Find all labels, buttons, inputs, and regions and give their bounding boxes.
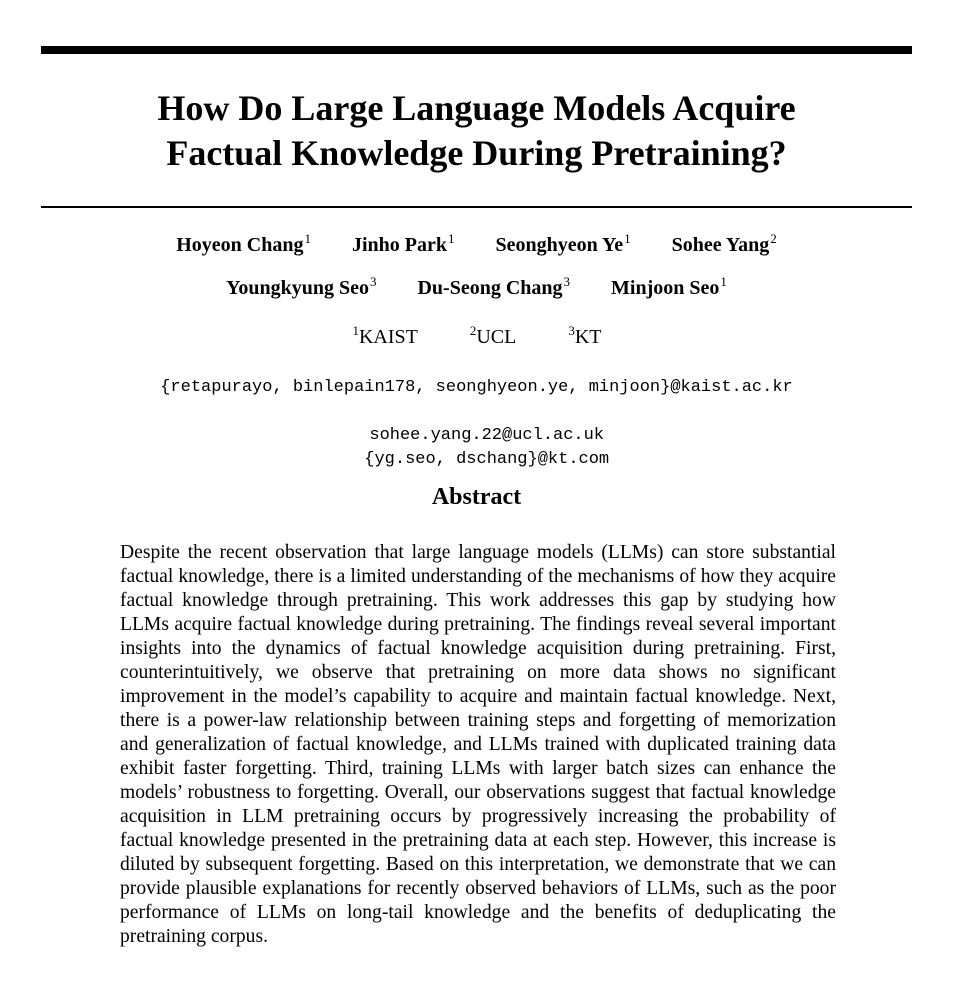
affiliation-name: KAIST xyxy=(358,326,418,348)
author-name: Youngkyung Seo xyxy=(226,277,369,299)
email-line-2 xyxy=(41,400,912,472)
author-row-2 xyxy=(41,275,912,303)
email-kt: {yg.seo, dschang}@kt.com xyxy=(364,450,610,469)
affiliation-ucl xyxy=(469,324,517,352)
email-line-1: {retapurayo, binlepain178, seonghyeon.ye, minjoon}@kaist.ac.kr xyxy=(160,378,793,397)
author-du-seong-chang xyxy=(417,275,570,303)
affiliation-kt xyxy=(567,324,601,352)
author-jinho-park xyxy=(352,232,455,260)
author-name: Sohee Yang xyxy=(671,234,770,256)
affiliations xyxy=(41,324,912,352)
abstract-body: Despite the recent observation that large language models (LLMs) can store substantial factual knowledge, there is a limited understanding of the mechanisms of how they acquire factual knowledge through pretraining. This work addresses this gap by studying how LLMs acquire factual knowledge during pretraining. The findings reveal several important insights into the dynamics of factual knowledge acquisition during pretraining. First, counterintuitively, we observe that pretraining on more data shows no significant improvement in the model’s capability to acquire and maintain factual knowledge. Next, there is a power-law relationship between training steps and forgetting of memorization and generalization of factual knowledge, and LLMs trained with duplicated training data exhibit faster forgetting. Third, training LLMs with larger batch sizes can enhance the models’ robustness to forgetting. Overall, our observations suggest that factual knowledge acquisition in LLM pretraining occurs by progressively increasing the probability of factual knowledge presented in the pretraining data at each step. However, this increase is diluted by subsequent forgetting. Based on this interpretation, we demonstrate that we can provide plausible explanations for recently observed behaviors of LLMs, such as the poor performance of LLMs on long-tail knowledge and the benefits of deduplicating the pretraining corpus. xyxy=(120,542,836,947)
affiliation-mark: 1 xyxy=(352,323,359,338)
paper-title xyxy=(41,86,912,176)
author-affil-mark: 1 xyxy=(624,231,631,246)
author-affil-mark: 2 xyxy=(770,231,777,246)
author-affil-mark: 1 xyxy=(448,231,455,246)
author-affil-mark: 3 xyxy=(563,274,571,289)
author-name: Minjoon Seo xyxy=(611,277,720,299)
title-line-2: Factual Knowledge During Pretraining? xyxy=(166,133,787,173)
affiliation-name: UCL xyxy=(476,326,517,348)
author-name: Du-Seong Chang xyxy=(417,277,563,299)
affiliation-mark: 2 xyxy=(469,323,477,338)
top-rule xyxy=(41,46,912,54)
author-seonghyeon-ye xyxy=(496,232,631,260)
title-rule xyxy=(41,206,912,208)
affiliation-mark: 3 xyxy=(568,323,575,338)
author-hoyeon-chang xyxy=(176,232,311,260)
author-minjoon-seo xyxy=(611,275,727,303)
author-affil-mark: 3 xyxy=(369,274,377,289)
affiliation-name: KT xyxy=(574,326,602,348)
title-line-1: How Do Large Language Models Acquire xyxy=(157,88,796,128)
author-affil-mark: 1 xyxy=(720,274,727,289)
author-name: Jinho Park xyxy=(352,234,448,256)
author-row-1 xyxy=(41,232,912,260)
author-sohee-yang xyxy=(672,232,777,260)
author-name: Hoyeon Chang xyxy=(176,234,304,256)
author-name: Seonghyeon Ye xyxy=(495,234,624,256)
abstract-heading: Abstract xyxy=(431,484,522,510)
affiliation-kaist xyxy=(351,324,417,352)
author-affil-mark: 1 xyxy=(304,231,311,246)
email-ucl: sohee.yang.22@ucl.ac.uk xyxy=(369,426,605,445)
author-youngkyung-seo xyxy=(226,275,376,303)
